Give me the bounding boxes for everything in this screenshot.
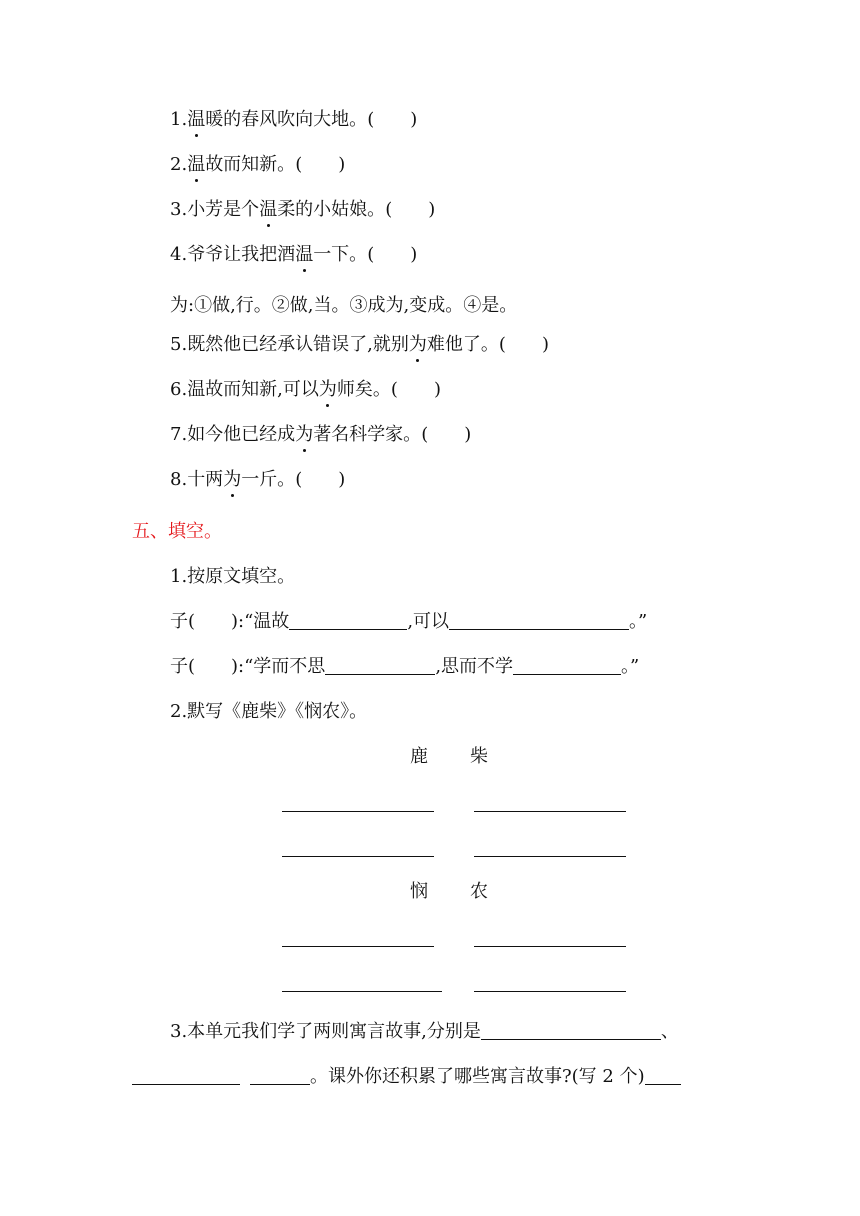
answer-line[interactable] <box>474 811 626 812</box>
question-item-2: 2.温故而知新。( ) <box>170 154 346 175</box>
answer-line[interactable] <box>474 991 626 992</box>
question-label: 2.默写《鹿柴》《悯农》。 <box>170 701 368 722</box>
dotted-character: 为 <box>408 334 427 355</box>
blank-input[interactable] <box>250 1066 310 1085</box>
dotted-character: 为 <box>223 469 242 490</box>
section-heading: 五、填空。 <box>132 521 222 542</box>
answer-parentheses[interactable]: ( ) <box>390 379 441 400</box>
question-item-7: 7.如今他已经成为著名科学家。( ) <box>170 424 472 445</box>
blank-input[interactable] <box>325 656 435 675</box>
answer-line[interactable] <box>282 856 434 857</box>
dotted-character: 温 <box>187 154 206 175</box>
blank-input[interactable] <box>513 656 621 675</box>
poem-title-char: 农 <box>470 881 488 902</box>
fill-line-1: 子( ):“温故 ,可以 。” <box>170 611 648 632</box>
question-item-5: 5.既然他已经承认错误了,就别为难他了。( ) <box>170 334 549 355</box>
dotted-character: 为 <box>318 379 337 400</box>
poem-title-char: 鹿 <box>410 746 428 767</box>
poem-title-char: 柴 <box>470 746 488 767</box>
answer-parentheses[interactable]: ( ) <box>295 469 346 490</box>
question-item-1: 1.温暖的春风吹向大地。( ) <box>170 109 418 130</box>
answer-parentheses[interactable]: ( ) <box>367 244 418 265</box>
question-item-6: 6.温故而知新,可以为师矣。( ) <box>170 379 441 400</box>
poem-title-char: 悯 <box>410 881 428 902</box>
answer-parentheses[interactable]: ( ) <box>367 109 418 130</box>
dotted-character: 温 <box>187 109 206 130</box>
answer-line[interactable] <box>282 991 442 992</box>
question-3-line-2: 。课外你还积累了哪些寓言故事?(写 2 个) <box>132 1065 681 1089</box>
question-item-8: 8.十两为一斤。( ) <box>170 469 346 490</box>
blank-input[interactable] <box>645 1066 681 1085</box>
answer-line[interactable] <box>282 811 434 812</box>
question-3-line-1: 3.本单元我们学了两则寓言故事,分别是 、 <box>170 1021 679 1042</box>
question-item-4: 4.爷爷让我把酒温一下。( ) <box>170 244 418 265</box>
blank-input[interactable] <box>289 611 407 630</box>
answer-line[interactable] <box>282 946 434 947</box>
answer-parentheses[interactable]: ( ) <box>498 334 549 355</box>
blank-input[interactable] <box>449 611 629 630</box>
answer-line[interactable] <box>474 946 626 947</box>
fill-line-2: 子( ):“学而不思 ,思而不学 。” <box>170 656 640 677</box>
question-label: 1.按原文填空。 <box>170 566 296 587</box>
answer-parentheses[interactable]: ( ) <box>295 154 346 175</box>
question-item-3: 3.小芳是个温柔的小姑娘。( ) <box>170 199 436 220</box>
answer-parentheses[interactable]: ( ) <box>385 199 436 220</box>
wei-definitions: 为:①做,行。②做,当。③成为,变成。④是。 <box>170 295 518 316</box>
blank-input[interactable] <box>132 1066 240 1085</box>
dotted-character: 温 <box>259 199 278 220</box>
answer-line[interactable] <box>474 856 626 857</box>
dotted-character: 为 <box>295 424 314 445</box>
blank-input[interactable] <box>481 1021 661 1040</box>
answer-parentheses[interactable]: ( ) <box>421 424 472 445</box>
dotted-character: 温 <box>295 244 314 265</box>
